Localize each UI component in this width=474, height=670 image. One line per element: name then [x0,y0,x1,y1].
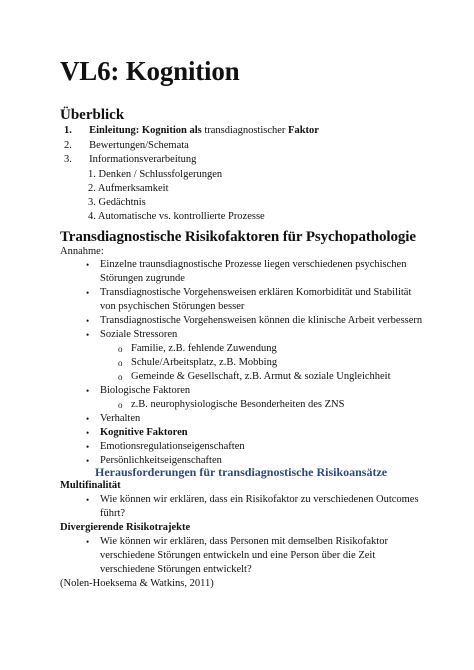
biological-factors: Biologische Faktoren [100,385,191,396]
citation: (Nolen-Hoeksema & Watkins, 2011) [60,578,214,589]
biological-sub: z.B. neurophysiologische Besonderheiten des ZNS [131,399,345,410]
emotion-regulation: Emotionsregulationseigenschaften [100,441,245,452]
section2-heading: Transdiagnostische Risikofaktoren für Psychopathologie [60,229,416,245]
divergent-question-line-1: Wie können wir erklären, dass Personen mit demselben Risikofaktor [100,536,388,547]
cognitive-factors: Kognitive Faktoren [100,427,188,438]
bullet-icon: • [86,316,90,326]
overview-subitem-3: 3. Gedächtnis [88,197,146,208]
overview-item-1-number: 1. [64,125,72,136]
section3-heading: Herausforderungen für transdiagnostische Risikoansätze [95,465,388,479]
divergent-question-line-3: verschiedene Störungen entwickelt? [100,564,252,575]
section2-intro: Annahme: [60,246,104,257]
multifinality-label: Multifinalität [60,480,121,491]
bullet-icon: • [86,442,90,452]
bullet-icon: • [86,260,90,270]
circle-bullet-icon: o [118,372,123,382]
assumption-3: Transdiagnostische Vorgehensweisen können die klinische Arbeit verbessern [100,315,423,326]
assumption-1-line-2: Störungen zugrunde [100,273,185,284]
stressor-2: Schule/Arbeitsplatz, z.B. Mobbing [131,357,278,368]
bullet-icon: • [86,428,90,438]
social-stressors: Soziale Stressoren [100,329,178,340]
assumption-2-line-2: von psychischen Störungen besser [100,301,245,312]
overview-item-2 [64,140,189,152]
overview-item-2-text: Bewertungen/Schemata [89,140,189,151]
bullet-icon: • [86,386,90,396]
bullet-icon: • [86,330,90,340]
overview-subitem-2: 2. Aufmerksamkeit [88,183,169,194]
overview-item-1 [64,125,319,137]
behavior: Verhalten [100,413,141,424]
bullet-icon: • [86,288,90,298]
overview-subitem-4: 4. Automatische vs. kontrollierte Prozesse [88,211,265,222]
bullet-icon: • [86,495,90,505]
stressor-1: Familie, z.B. fehlende Zuwendung [131,343,277,354]
bullet-icon: • [86,537,90,547]
overview-subitem-1: 1. Denken / Schlussfolgerungen [88,169,223,180]
overview-item-3 [64,154,196,166]
page-title: VL6: Kognition [60,56,240,86]
assumption-2-line-1: Transdiagnostische Vorgehensweisen erklären Komorbidität und Stabilität [100,287,412,298]
personality-traits: Persönlichkeitseigenschaften [100,455,222,466]
overview-item-3-text: Informationsverarbeitung [89,154,197,165]
overview-item-1-rest: transdiagnostischer [201,125,289,136]
circle-bullet-icon: o [118,358,123,368]
overview-item-1-bold2: Faktor [288,125,319,136]
assumption-1-line-1: Einzelne traunsdiagnostische Prozesse liegen verschiedenen psychischen [100,259,407,270]
overview-heading: Überblick [60,107,125,123]
bullet-icon: • [86,456,90,466]
overview-item-3-number: 3. [64,154,72,165]
circle-bullet-icon: o [118,344,123,354]
overview-item-1-bold: Einleitung: Kognition als [89,125,202,136]
overview-item-2-number: 2. [64,140,72,151]
divergent-question-line-2: verschiedene Störungen entwickeln und eine Person über die Zeit [100,550,376,561]
multifinality-question-line-1: Wie können wir erklären, dass ein Risikofaktor zu verschiedenen Outcomes [100,494,419,505]
multifinality-question-line-2: führt? [100,508,126,519]
divergent-label: Divergierende Risikotrajekte [60,522,191,533]
circle-bullet-icon: o [118,400,123,410]
stressor-3: Gemeinde & Gesellschaft, z.B. Armut & soziale Ungleichheit [131,371,391,382]
bullet-icon: • [86,414,90,424]
